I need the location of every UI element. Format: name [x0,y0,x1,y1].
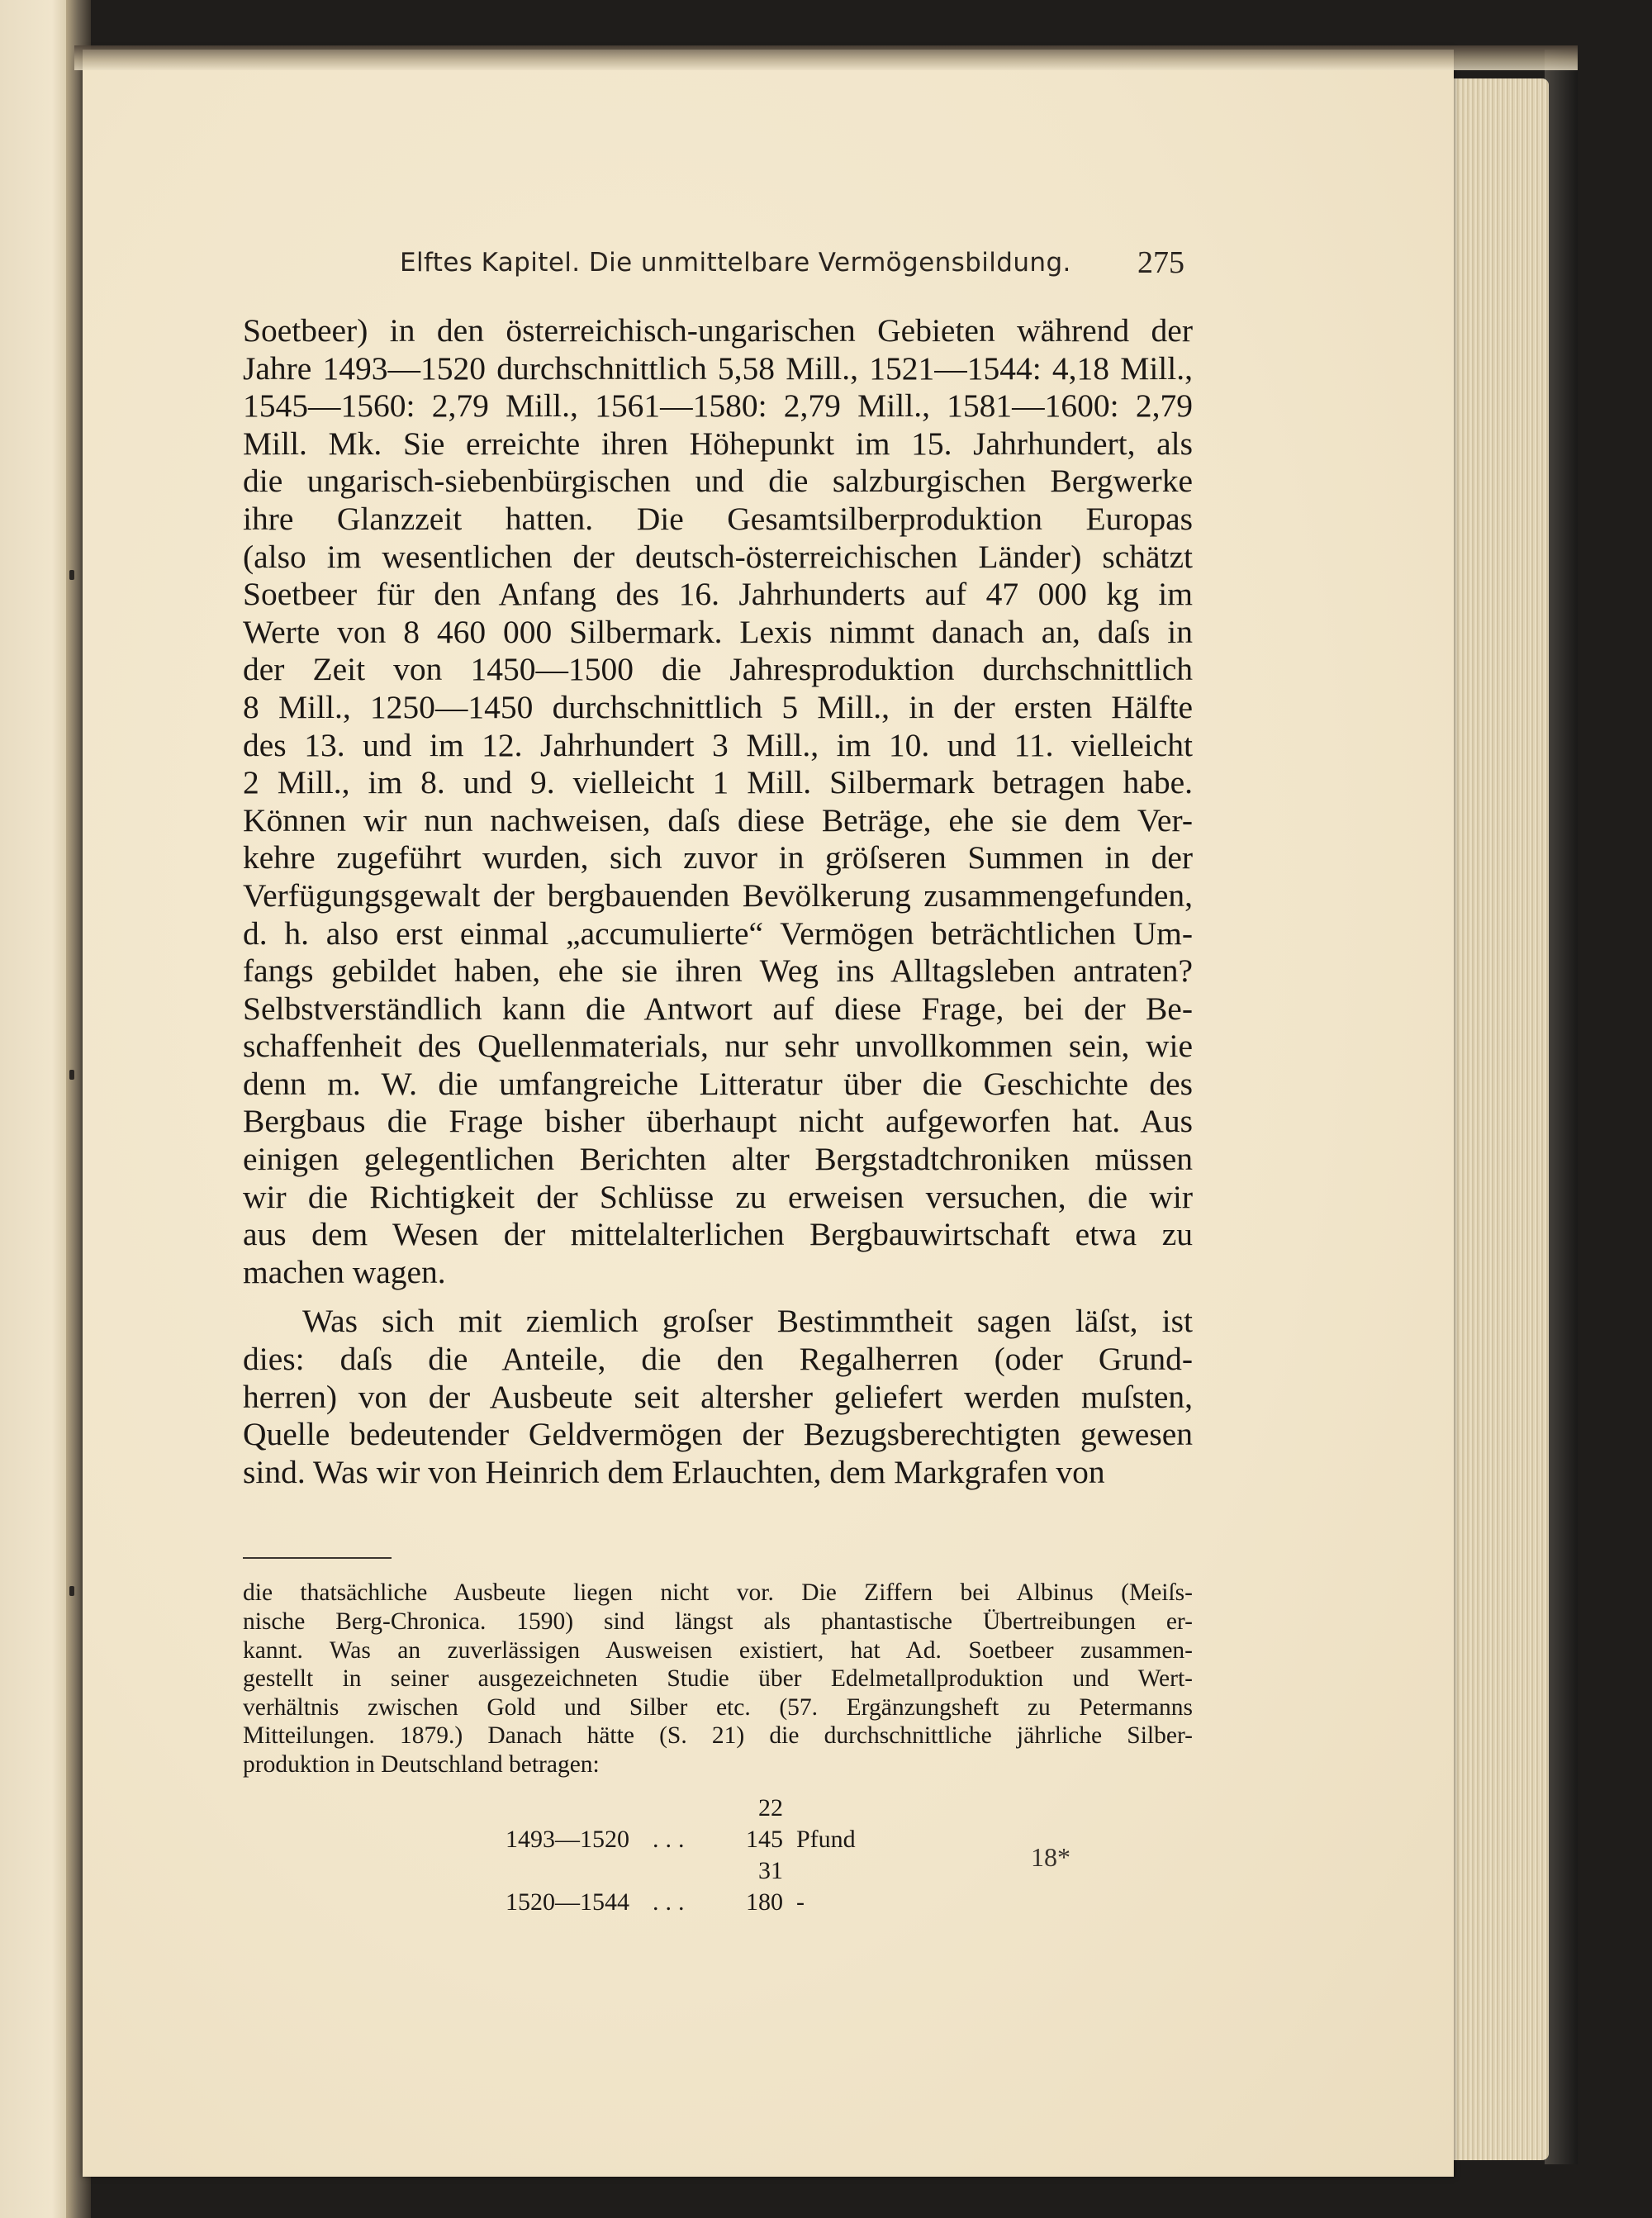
footnote-line: nische Berg-Chronica. 1590) sind längst als phantastische Übertreibungen er- [243,1608,1193,1635]
text-line: Soetbeer) in den österreichisch-ungarischen Gebieten während der [243,312,1193,349]
text-line: sind. Was wir von Heinrich dem Erlauchten, dem Markgrafen von [243,1453,1105,1490]
text-line: (also im wesentlichen der deutsch-österreichischen Länder) schätzt [243,538,1193,575]
text-line: 2 Mill., im 8. und 9. vielleicht 1 Mill. Silbermark betragen habe. [243,764,1193,801]
text-line: Mill. Mk. Sie erreichte ihren Höhepunkt im 15. Jahrhundert, als [243,425,1193,462]
text-line: Bergbaus die Frage bisher überhaupt nicht aufgeworfen hat. Aus [243,1103,1193,1140]
text-line: kehre zugeführt wurden, sich zuvor in gröſseren Summen in der [243,839,1193,876]
table-row [506,1855,1193,1918]
table-cell-dots: ... [653,1888,691,1916]
signature-mark: 18* [1031,1842,1070,1872]
text-line: Selbstverständlich kann die Antwort auf diese Frage, bei der Be- [243,990,1193,1027]
footnote-line: produktion in Deutschland betragen: [243,1750,600,1778]
chapter-title: Elftes Kapitel. Die unmittelbare Vermögensbildung. [400,248,1071,278]
footnote-table [506,1793,1193,1918]
text-line: aus dem Wesen der mittelalterlichen Bergbauwirtschaft etwa zu [243,1216,1193,1253]
page-number: 275 [1137,245,1184,280]
text-line: Verfügungsgewalt der bergbauenden Bevölkerung zusammengefunden, [243,876,1193,914]
footnote-rule [243,1557,392,1559]
table-cell-unit: Pfund [796,1825,856,1853]
text-line: fangs gebildet haben, ehe sie ihren Weg ins Alltagsleben antraten? [243,952,1193,990]
text-line: dies: daſs die Anteile, die den Regalherren (oder Grund- [243,1341,1193,1378]
book-cover-edge [1545,50,1578,2164]
footnote-line: die thatsächliche Ausbeute liegen nicht vor. Die Ziffern bei Albinus (Meiſs- [243,1579,1193,1607]
text-line: Soetbeer für den Anfang des 16. Jahrhunderts auf 47 000 kg im [243,576,1193,613]
table-cell-years: 1493—1520 [506,1825,629,1853]
table-row [506,1793,1193,1855]
text-line: einigen gelegentlichen Berichten alter Bergstadtchroniken müssen [243,1141,1193,1178]
margin-mark [69,570,74,580]
text-line: schaffenheit des Quellenmaterials, nur sehr unvollkommen sein, wie [243,1028,1193,1065]
table-cell-value: 22 145 [746,1793,783,1853]
text-line: Jahre 1493—1520 durchschnittlich 5,58 Mill., 1521—1544: 4,18 Mill., [243,349,1193,387]
page-top-shadow [74,45,1578,70]
text-line: Quelle bedeutender Geldvermögen der Bezugsberechtigten gewesen [243,1416,1193,1453]
text-line: der Zeit von 1450—1500 die Jahresproduktion durchschnittlich [243,651,1193,688]
text-line: 8 Mill., 1250—1450 durchschnittlich 5 Mill., in der ersten Hälfte [243,688,1193,725]
facing-page-edge [0,0,74,2218]
text-line: herren) von der Ausbeute seit altersher geliefert werden muſsten, [243,1378,1193,1415]
text-line: Können wir nun nachweisen, daſs diese Beträge, ehe sie dem Ver- [243,801,1193,838]
table-cell-dots: ... [653,1825,691,1853]
table-cell-unit: - [796,1888,805,1916]
footnote-line: gestellt in seiner ausgezeichneten Studie über Edelmetallproduktion und Wert- [243,1665,1193,1693]
paragraph [243,1303,1193,1491]
footnote-line: verhältnis zwischen Gold und Silber etc. (57. Ergänzungsheft zu Petermanns [243,1693,1193,1721]
footnote-line: Mitteilungen. 1879.) Danach hätte (S. 21) die durchschnittliche jährliche Silber- [243,1722,1193,1750]
text-line: Werte von 8 460 000 Silbermark. Lexis nimmt danach an, daſs in [243,613,1193,650]
margin-mark [69,1070,74,1080]
footnote-line: kannt. Was an zuverlässigen Ausweisen existiert, hat Ad. Soetbeer zusammen- [243,1636,1193,1664]
page-stack-edge [1450,78,1549,2160]
table-cell-value: 31 180 [746,1856,783,1916]
text-line: ihre Glanzzeit hatten. Die Gesamtsilberproduktion Europas [243,500,1193,537]
text-line: wir die Richtigkeit der Schlüsse zu erweisen versuchen, die wir [243,1178,1193,1215]
paragraph [243,312,1193,1291]
table-cell-years: 1520—1544 [506,1888,629,1916]
footnote [243,1579,1193,1779]
text-line: des 13. und im 12. Jahrhundert 3 Mill., im 10. und 11. vielleicht [243,726,1193,763]
text-line: d. h. also erst einmal „accumulierte“ Vermögen beträchtlichen Um- [243,914,1193,952]
running-head [243,241,1193,287]
margin-mark [69,1586,74,1596]
text-line: machen wagen. [243,1253,446,1290]
text-line: 1545—1560: 2,79 Mill., 1561—1580: 2,79 Mill., 1581—1600: 2,79 [243,387,1193,425]
text-block [243,241,1193,1918]
text-line: die ungarisch-siebenbürgischen und die salzburgischen Bergwerke [243,463,1193,500]
text-line: Was sich mit ziemlich groſser Bestimmtheit sagen läſst, ist [302,1303,1193,1340]
text-line: denn m. W. die umfangreiche Litteratur über die Geschichte des [243,1065,1193,1102]
